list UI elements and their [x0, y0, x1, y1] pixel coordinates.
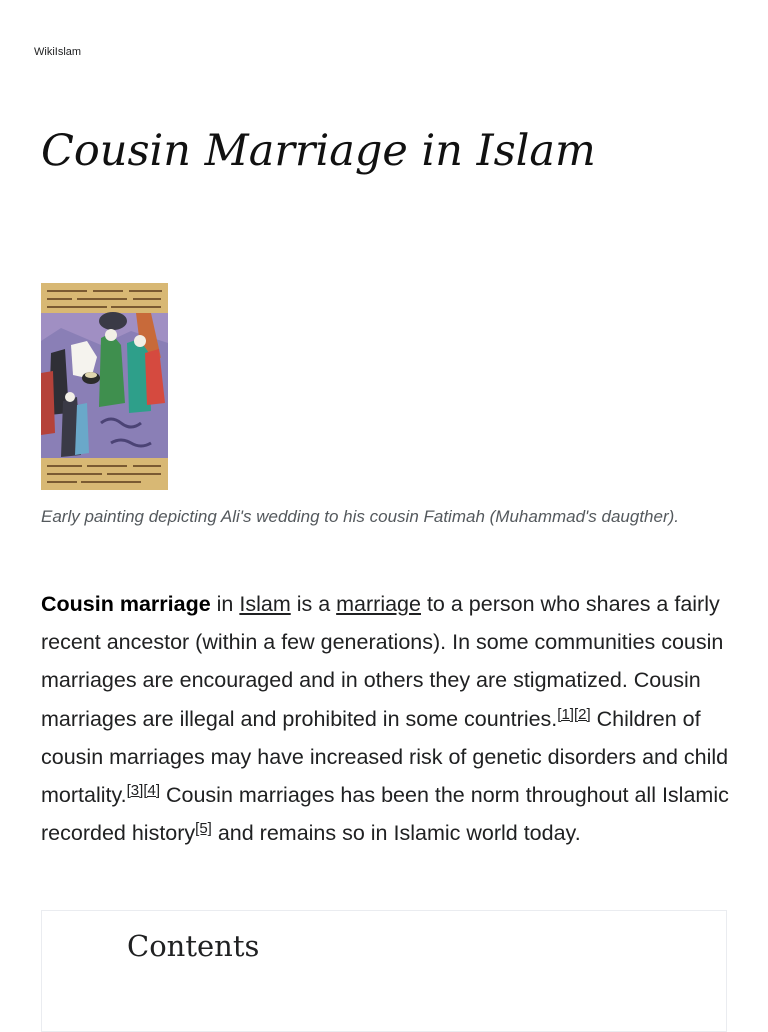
reference-4 — [143, 782, 160, 799]
reference-5 — [195, 820, 212, 837]
reference-3 — [127, 782, 144, 799]
lead-text: to a person who shares a fairly recent ancestor (within a few generations). In some communities cousin marriages are encouraged and in others they are stigmatized. Cousin marriages are illegal and prohibited in some countries. — [41, 592, 724, 731]
reference-1-link[interactable]: [1] — [557, 705, 574, 723]
marriage-link[interactable]: marriage — [336, 592, 421, 616]
table-of-contents — [41, 910, 727, 1032]
wedding-painting-image — [41, 283, 168, 490]
reference-3-link[interactable]: [3] — [126, 782, 144, 800]
reference-2-link[interactable]: [2] — [573, 705, 591, 723]
lead-text: is a — [290, 592, 337, 616]
toc-title: Contents — [127, 929, 260, 963]
reference-5-link[interactable]: [5] — [195, 820, 212, 838]
lead-text: Cousin marriages has been the norm throughout all Islamic recorded history — [41, 783, 729, 846]
lead-text: and remains so in Islamic world today. — [211, 821, 581, 846]
bold-term: Cousin marriage — [41, 592, 211, 616]
article-figure-image[interactable] — [41, 283, 168, 490]
lead-text: in — [210, 592, 240, 616]
page-title: Cousin Marriage in Islam — [41, 126, 596, 176]
reference-1 — [557, 706, 574, 723]
islam-link[interactable]: Islam — [239, 592, 291, 616]
figure-caption: Early painting depicting Ali's wedding to his cousin Fatimah (Muhammad's daugther). — [41, 507, 680, 526]
reference-2 — [574, 706, 591, 723]
site-name[interactable]: WikiIslam — [34, 46, 82, 58]
lead-paragraph — [41, 585, 736, 852]
lead-text: Children of cousin marriages may have increased risk of genetic disorders and child mortality. — [41, 706, 729, 808]
reference-4-link[interactable]: [4] — [143, 782, 160, 800]
